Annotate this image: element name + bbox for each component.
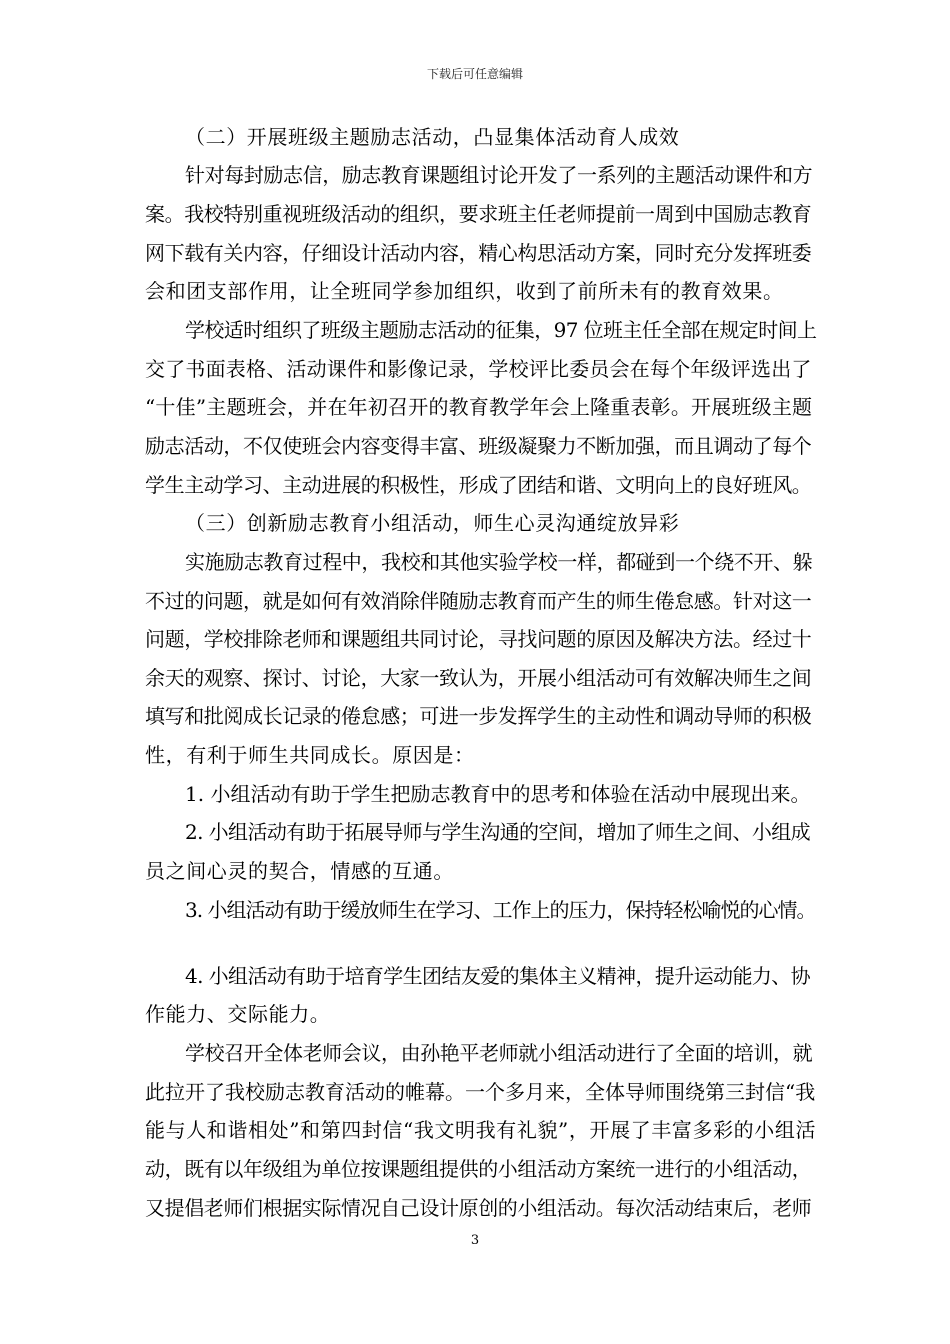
paragraph-line: 能与人和谐相处”和第四封信“我文明我有礼貌”，开展了丰富多彩的小组活 — [145, 1118, 817, 1142]
paragraph-line: 学校召开全体老师会议，由孙艳平老师就小组活动进行了全面的培训，就 — [185, 1041, 813, 1065]
list-item-3: 3. 小组活动有助于缓放师生在学习、工作上的压力，保持轻松喻悦的心情。 — [185, 898, 816, 922]
paragraph-line: 问题，学校排除老师和课题组共同讨论，寻找问题的原因及解决方法。经过十 — [145, 627, 812, 651]
section-heading-2: （二）开展班级主题励志活动，凸显集体活动育人成效 — [185, 125, 680, 149]
page-number: 3 — [470, 1233, 480, 1248]
paragraph-line: 不过的问题，就是如何有效消除伴随励志教育而产生的师生倦怠感。针对这一 — [145, 589, 812, 613]
paragraph-line: 性，有利于师生共同成长。原因是： — [145, 743, 475, 767]
paragraph-line: 针对每封励志信，励志教育课题组讨论开发了一系列的主题活动课件和方 — [185, 163, 813, 187]
page-header: 下载后可任意编辑 — [426, 67, 523, 81]
paragraph-line: 学校适时组织了班级主题励志活动的征集，97 位班主任全部在规定时间上 — [185, 318, 817, 342]
paragraph-line: 填写和批阅成长记录的倦怠感；可进一步发挥学生的主动性和调动导师的积极 — [145, 704, 812, 728]
list-item-2: 2. 小组活动有助于拓展导师与学生沟通的空间，增加了师生之间、小组成 — [185, 820, 811, 844]
paragraph-line: 此拉开了我校励志教育活动的帷幕。一个多月来，全体导师围绕第三封信“我 — [145, 1080, 816, 1104]
paragraph-line: 会和团支部作用，让全班同学参加组织，收到了前所未有的教育效果。 — [145, 279, 784, 303]
list-item-4-continued: 作能力、交际能力。 — [145, 1002, 331, 1026]
paragraph-line: 交了书面表格、活动课件和影像记录，学校评比委员会在每个年级评选出了 — [145, 357, 812, 381]
paragraph-line: 网下载有关内容，仔细设计活动内容，精心构思活动方案，同时充分发挥班委 — [145, 241, 812, 265]
paragraph-line: 励志活动，不仅使班会内容变得丰富、班级凝聚力不断加强，而且调动了每个 — [145, 434, 812, 458]
paragraph-line: 案。我校特别重视班级活动的组织，要求班主任老师提前一周到中国励志教育 — [145, 202, 812, 226]
paragraph-line: 余天的观察、探讨、讨论，大家一致认为，开展小组活动可有效解决师生之间 — [145, 666, 812, 690]
paragraph-line: 动，既有以年级组为单位按课题组提供的小组活动方案统一进行的小组活动， — [145, 1157, 812, 1181]
paragraph-line: 学生主动学习、主动进展的积极性，形成了团结和谐、文明向上的良好班风。 — [145, 473, 812, 497]
paragraph-line: 实施励志教育过程中，我校和其他实验学校一样，都碰到一个绕不开、躲 — [185, 550, 813, 574]
paragraph-line: “十佳”主题班会，并在年初召开的教育教学年会上隆重表彰。开展班级主题 — [145, 395, 813, 419]
list-item-4: 4. 小组活动有助于培育学生团结友爱的集体主义精神，提升运动能力、协 — [185, 964, 811, 988]
list-item-1: 1. 小组活动有助于学生把励志教育中的思考和体验在活动中展现出来。 — [185, 782, 811, 806]
paragraph-line: 又提倡老师们根据实际情况自己设计原创的小组活动。每次活动结束后，老师 — [145, 1196, 812, 1220]
list-item-2-continued: 员之间心灵的契合，情感的互通。 — [145, 859, 454, 883]
section-heading-3: （三）创新励志教育小组活动，师生心灵沟通绽放异彩 — [185, 511, 680, 535]
